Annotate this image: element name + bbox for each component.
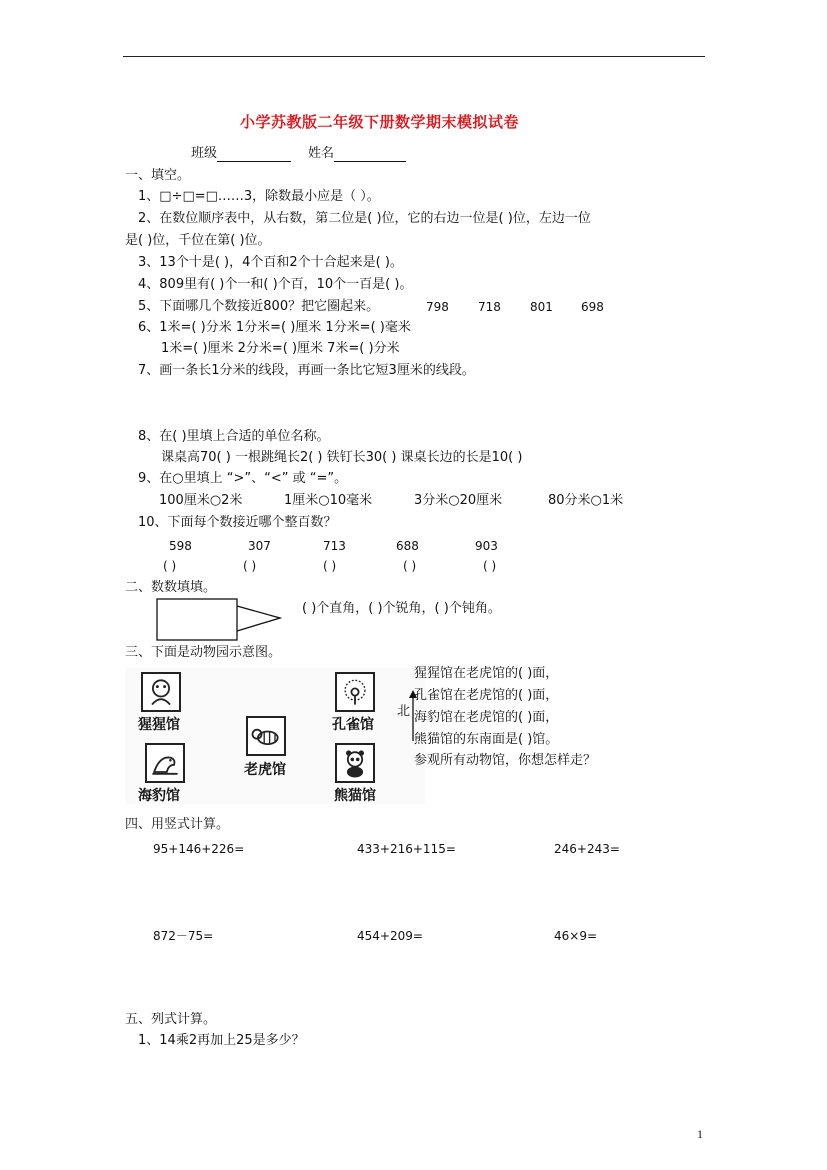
q5-number-798[interactable]: 798 xyxy=(426,300,449,314)
name-blank[interactable] xyxy=(334,147,406,162)
q10-answer-5[interactable]: ( ) xyxy=(483,559,497,573)
q3-line-2: 孔雀馆在老虎馆的( )面， xyxy=(414,688,559,703)
question-7: 7、画一条长1分米的线段，再画一条比它短3厘米的线段。 xyxy=(138,363,475,378)
rectangle-triangle-figure xyxy=(156,598,282,642)
q10-answer-1[interactable]: ( ) xyxy=(163,559,177,573)
class-field xyxy=(191,146,291,162)
name-label: 姓名 xyxy=(308,146,335,161)
name-field xyxy=(308,146,406,162)
question-6-line-1: 6、1米=( )分米 1分米=( )厘米 1分米=( )毫米 xyxy=(138,320,411,335)
section-4-heading: 四、用竖式计算。 xyxy=(125,817,230,832)
q10-number-688: 688 xyxy=(396,539,419,553)
q10-number-903: 903 xyxy=(475,539,498,553)
question-2-line-1: 2、在数位顺序表中，从右数，第二位是( )位，它的右边一位是( )位，左边一位 xyxy=(138,211,591,226)
calc-3: 246+243= xyxy=(554,842,620,856)
page-title: 小学苏教版二年级下册数学期末模拟试卷 xyxy=(240,113,520,131)
north-label: 北 xyxy=(397,704,411,719)
gorilla-label: 猩猩馆 xyxy=(138,717,180,733)
q10-number-598: 598 xyxy=(169,539,192,553)
calc-6: 46×9= xyxy=(554,929,598,943)
gorilla-icon xyxy=(141,672,181,712)
section-3-heading: 三、下面是动物园示意图。 xyxy=(125,645,282,660)
peacock-icon xyxy=(335,672,375,712)
q3-line-3: 海豹馆在老虎馆的( )面， xyxy=(414,710,559,725)
q9-item-4: 80分米○1米 xyxy=(548,493,624,508)
class-blank[interactable] xyxy=(217,147,291,162)
q9-item-1: 100厘米○2米 xyxy=(159,493,243,508)
q9-item-2: 1厘米○10毫米 xyxy=(284,493,373,508)
q3-line-5: 参观所有动物馆，你想怎样走？ xyxy=(414,753,597,768)
q5-question-1: 1、14乘2再加上25是多少？ xyxy=(138,1033,305,1048)
question-9: 9、在○里填上 “>”、“<” 或 “=”。 xyxy=(138,471,348,486)
tiger-label: 老虎馆 xyxy=(244,762,286,778)
seal-icon xyxy=(145,743,185,783)
question-6-line-2: 1米=( )厘米 2分米=( )厘米 7米=( )分米 xyxy=(161,341,400,356)
q10-answer-4[interactable]: ( ) xyxy=(403,559,417,573)
q3-line-4: 熊猫馆的东南面是( )馆。 xyxy=(414,732,559,747)
q5-number-718[interactable]: 718 xyxy=(478,300,501,314)
q5-number-801[interactable]: 801 xyxy=(530,300,553,314)
question-angles: ( )个直角，( )个锐角，( )个钝角。 xyxy=(302,601,501,616)
class-label: 班级 xyxy=(191,146,218,161)
calc-5: 454+209= xyxy=(357,929,423,943)
question-4: 4、809里有( )个一和( )个百，10个一百是( )。 xyxy=(138,277,413,292)
tiger-icon xyxy=(246,716,286,756)
section-2-heading: 二、数数填填。 xyxy=(125,580,217,595)
question-3: 3、13个十是( )，4个百和2个十合起来是( )。 xyxy=(138,255,403,270)
q3-line-1: 猩猩馆在老虎馆的( )面， xyxy=(414,666,559,681)
question-10: 10、下面每个数接近哪个整百数？ xyxy=(138,515,337,530)
seal-label: 海豹馆 xyxy=(138,788,180,804)
question-5: 5、下面哪几个数接近800？把它圈起来。 xyxy=(138,299,380,314)
panda-label: 熊猫馆 xyxy=(334,788,376,804)
q10-number-307: 307 xyxy=(248,539,271,553)
top-rule xyxy=(123,56,705,57)
question-8-items: 课桌高70( ) 一根跳绳长2( ) 铁钉长30( ) 课桌长边的长是10( ) xyxy=(161,450,523,465)
q9-item-3: 3分米○20厘米 xyxy=(414,493,503,508)
peacock-label: 孔雀馆 xyxy=(332,717,374,733)
panda-icon xyxy=(335,743,375,783)
q5-number-698[interactable]: 698 xyxy=(581,300,604,314)
question-2-line-2: 是( )位，千位在第( )位。 xyxy=(125,233,271,248)
section-5-heading: 五、列式计算。 xyxy=(125,1012,217,1027)
section-1-heading: 一、填空。 xyxy=(125,168,191,183)
calc-2: 433+216+115= xyxy=(357,842,456,856)
q10-answer-3[interactable]: ( ) xyxy=(323,559,337,573)
calc-1: 95+146+226= xyxy=(153,842,245,856)
question-8: 8、在( )里填上合适的单位名称。 xyxy=(138,429,330,444)
page-number: 1 xyxy=(697,1127,703,1141)
q10-number-713: 713 xyxy=(323,539,346,553)
q10-answer-2[interactable]: ( ) xyxy=(243,559,257,573)
zoo-map-image xyxy=(125,668,425,804)
calc-4: 872－75= xyxy=(153,929,214,943)
question-1: 1、□÷□=□……3，除数最小应是（ ）。 xyxy=(138,189,380,204)
